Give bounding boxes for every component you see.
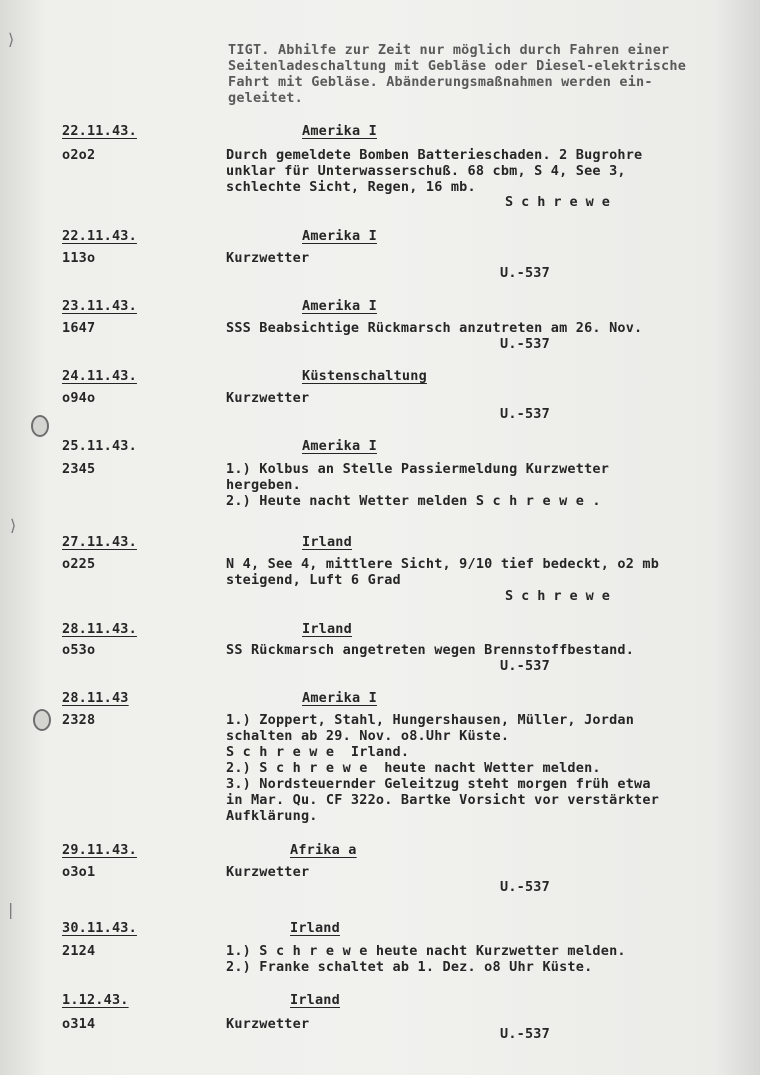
entry-station: Küstenschaltung xyxy=(302,368,427,384)
entry-station: Amerika I xyxy=(302,690,377,706)
entry-text-line: hergeben. xyxy=(226,477,301,493)
entry-signature: U.-537 xyxy=(500,1026,550,1042)
entry-station: Amerika I xyxy=(302,438,377,454)
entry-date: 22.11.43. xyxy=(62,228,137,244)
entry-text-line: steigend, Luft 6 Grad xyxy=(226,572,401,588)
entry-text-line: unklar für Unterwasserschuß. 68 cbm, S 4, See 3, xyxy=(226,163,626,179)
entry-date: 25.11.43. xyxy=(62,438,137,454)
entry-time: o225 xyxy=(62,556,96,572)
entry-signature: Schrewe xyxy=(505,194,618,210)
entry-time: o94o xyxy=(62,390,96,406)
entry-signature: Schrewe xyxy=(505,588,618,604)
entry-date: 1.12.43. xyxy=(62,992,129,1008)
entry-text-line: Kurzwetter xyxy=(226,864,310,880)
entry-text-line: 2.) S c h r e w e heute nacht Wetter melden. xyxy=(226,760,601,776)
entry-date: 28.11.43 xyxy=(62,690,129,706)
entry-text-line: in Mar. Qu. CF 322o. Bartke Vorsicht vor verstärkter xyxy=(226,792,660,808)
entry-text-line: Durch gemeldete Bomben Batterieschaden. 2 Bugrohre xyxy=(226,147,643,163)
entry-time: 2345 xyxy=(62,461,96,477)
entry-station: Amerika I xyxy=(302,298,377,314)
entry-station: Irland xyxy=(302,621,352,637)
entry-text-line: SSS Beabsichtige Rückmarsch anzutreten am 26. Nov. xyxy=(226,320,643,336)
entry-date: 24.11.43. xyxy=(62,368,137,384)
edge-mark-middle: ⟩ xyxy=(10,516,17,535)
entry-time: 1647 xyxy=(62,320,96,336)
entry-text-line: 2.) Franke schaltet ab 1. Dez. o8 Uhr Küste. xyxy=(226,959,593,975)
entry-text-line: SS Rückmarsch angetreten wegen Brennstoffbestand. xyxy=(226,642,635,658)
entry-date: 22.11.43. xyxy=(62,123,137,139)
entry-signature: U.-537 xyxy=(500,336,550,352)
entry-signature: U.-537 xyxy=(500,265,550,281)
entry-date: 28.11.43. xyxy=(62,621,137,637)
punch-hole-lower xyxy=(33,709,51,731)
entry-time: o53o xyxy=(62,642,96,658)
entry-text-line: 2.) Heute nacht Wetter melden S c h r e w e . xyxy=(226,493,601,509)
entry-date: 23.11.43. xyxy=(62,298,137,314)
punch-hole-upper xyxy=(31,415,49,437)
entry-text-line: schalten ab 29. Nov. o8.Uhr Küste. xyxy=(226,728,510,744)
entry-station: Amerika I xyxy=(302,123,377,139)
entry-time: 2124 xyxy=(62,943,96,959)
intro-line: Seitenladeschaltung mit Gebläse oder Diesel-elektrische xyxy=(228,58,687,74)
entry-time: 113o xyxy=(62,250,96,266)
edge-mark-top: ⟩ xyxy=(8,30,15,49)
entry-time: 2328 xyxy=(62,712,96,728)
intro-line: geleitet. xyxy=(228,90,303,106)
entry-time: o314 xyxy=(62,1016,96,1032)
intro-line: Fahrt mit Gebläse. Abänderungsmaßnahmen werden ein- xyxy=(228,74,653,90)
entry-text-line: S c h r e w e Irland. xyxy=(226,744,410,760)
entry-station: Amerika I xyxy=(302,228,377,244)
entry-station: Irland xyxy=(290,920,340,936)
edge-mark-bottom: | xyxy=(8,900,14,919)
entry-text-line: 1.) S c h r e w e heute nacht Kurzwetter melden. xyxy=(226,943,626,959)
entry-text-line: 1.) Zoppert, Stahl, Hungershausen, Müller, Jordan xyxy=(226,712,635,728)
entry-station: Irland xyxy=(302,534,352,550)
entry-date: 29.11.43. xyxy=(62,842,137,858)
entry-date: 30.11.43. xyxy=(62,920,137,936)
entry-signature: U.-537 xyxy=(500,406,550,422)
entry-text-line: 3.) Nordsteuernder Geleitzug steht morgen früh etwa xyxy=(226,776,651,792)
entry-time: o3o1 xyxy=(62,864,96,880)
entry-station: Afrika a xyxy=(290,842,357,858)
entry-text-line: Aufklärung. xyxy=(226,808,318,824)
entry-station: Irland xyxy=(290,992,340,1008)
entry-text-line: N 4, See 4, mittlere Sicht, 9/10 tief bedeckt, o2 mb xyxy=(226,556,660,572)
intro-line: TIGT. Abhilfe zur Zeit nur möglich durch Fahren einer xyxy=(228,42,670,58)
entry-text-line: 1.) Kolbus an Stelle Passiermeldung Kurzwetter xyxy=(226,461,610,477)
entry-time: o2o2 xyxy=(62,147,96,163)
entry-text-line: schlechte Sicht, Regen, 16 mb. xyxy=(226,179,476,195)
entry-date: 27.11.43. xyxy=(62,534,137,550)
entry-text-line: Kurzwetter xyxy=(226,250,310,266)
entry-text-line: Kurzwetter xyxy=(226,390,310,406)
entry-text-line: Kurzwetter xyxy=(226,1016,310,1032)
entry-signature: U.-537 xyxy=(500,658,550,674)
entry-signature: U.-537 xyxy=(500,879,550,895)
